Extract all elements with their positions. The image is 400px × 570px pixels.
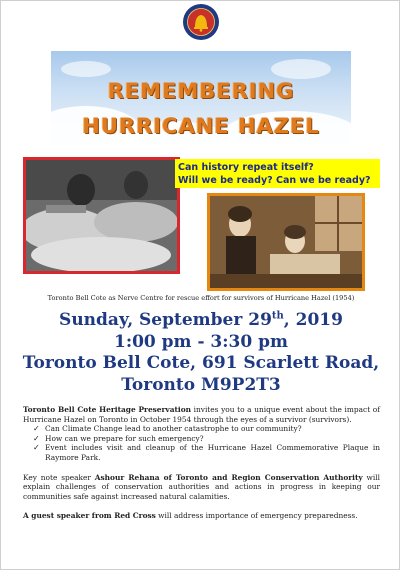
list-item-text: Can Climate Change lead to another catastrophe to our community? [45,424,302,434]
event-city: Toronto M9P2T3 [121,375,281,395]
guest-speaker: A guest speaker from Red Cross [23,511,156,521]
check-icon: ✓ [33,443,40,453]
intro-paragraph [23,405,380,424]
banner-title-line-2: HURRICANE HAZEL [82,114,320,138]
topic-checklist [23,424,380,462]
title-banner [51,51,351,144]
event-date [1,310,400,330]
keynote-paragraph [23,473,380,502]
organizer-name: Toronto Bell Cote Heritage Preservation [23,405,192,414]
photo-caption: Toronto Bell Cote as Nerve Centre for rescue effort for survivors of Hurricane Hazel (1954) [47,294,355,302]
event-date-suffix-ordinal: th [271,310,284,322]
historic-photo-left [23,157,180,274]
question-line-2: Will we be ready? Can we be ready? [178,175,371,186]
event-time: 1:00 pm - 3:30 pm [113,332,288,352]
event-date-year: , 2019 [283,310,343,330]
keynote-lead: Key note speaker [23,472,95,482]
list-item [33,433,380,444]
list-item [33,443,380,462]
historic-photo-people-icon [210,196,362,288]
historic-photo-beds-icon [26,160,177,271]
question-callout [175,159,380,188]
guest-paragraph [23,511,380,521]
keynote-text: will explain challenges of conservation authorities and actions in progress in keeping our communities safe against increased natural calamities. [23,472,380,501]
question-line-1: Can history repeat itself? [178,162,314,173]
keynote-speaker: Ashour Rehana of Toronto and Region Conservation Authority [94,472,363,482]
event-address: Toronto Bell Cote, 691 Scarlett Road, [22,353,380,373]
list-item-text: How can we prepare for such emergency? [45,433,204,443]
body-text [23,405,380,521]
intro-text: invites you to a unique event about the impact of Hurricane Hazel on Toronto in October 1954 through the eyes of a survivor (survivors). [23,405,380,424]
event-date-prefix: Sunday, September 29 [59,310,272,330]
check-icon: ✓ [33,424,40,434]
guest-text: will address importance of emergency preparedness. [155,511,358,521]
historic-photo-right [207,193,365,291]
check-icon: ✓ [33,433,40,443]
list-item-text: Event includes visit and cleanup of the Hurricane Hazel Commemorative Plaque in Raymore Park. [45,443,380,462]
banner-title-line-1: REMEMBERING [107,79,295,103]
bell-logo-icon [182,3,220,41]
list-item [33,424,380,434]
